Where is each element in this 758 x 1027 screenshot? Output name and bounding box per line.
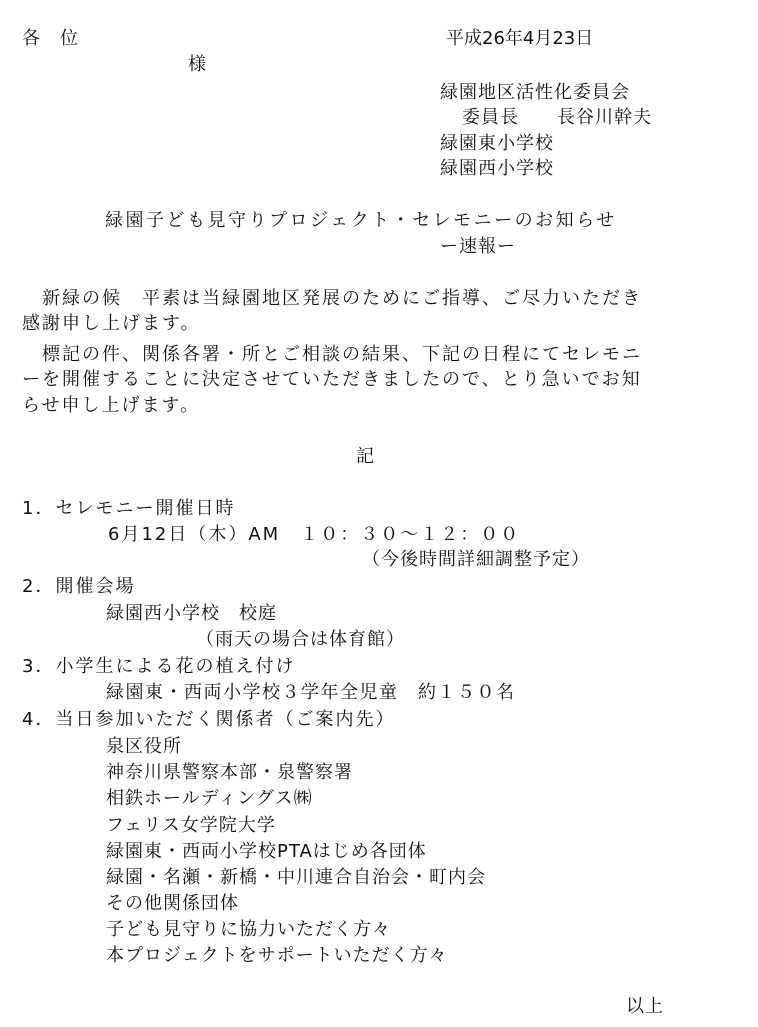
ki-heading: 記 — [356, 446, 375, 467]
participant-item: その他関係団体 — [106, 893, 239, 914]
participant-item: 緑園東・西両小学校PTAはじめ各団体 — [106, 841, 427, 862]
item2-note: （雨天の場合は体育館） — [196, 629, 405, 650]
sender-chairperson: 委員長 長谷川幹夫 — [462, 107, 652, 128]
participant-item: フェリス女学院大学 — [106, 815, 276, 836]
participant-item: 緑園・名瀬・新橋・中川連合自治会・町内会 — [106, 867, 486, 888]
participant-item: 相鉄ホールディングス㈱ — [106, 788, 313, 809]
item2-heading: 2．開催会場 — [22, 576, 136, 597]
document-subtitle: ー速報ー — [440, 236, 516, 257]
participant-item: 神奈川県警察本部・泉警察署 — [106, 762, 353, 783]
addressee-prefix: 各 位 — [22, 28, 79, 49]
body-para2-line3: らせ申し上げます。 — [22, 395, 201, 416]
document-title: 緑園子ども見守りプロジェクト・セレモニーのお知らせ — [105, 210, 617, 231]
document-date: 平成26年4月23日 — [446, 28, 594, 49]
body-para1-line2: 感謝申し上げます。 — [22, 313, 201, 334]
item1-note: （今後時間詳細調整予定） — [362, 549, 590, 570]
item3-detail: 緑園東・西両小学校３学年全児童 約１５０名 — [106, 682, 516, 703]
body-para2-line2: ーを開催することに決定させていただきましたので、とり急いでお知 — [22, 369, 642, 390]
item3-heading: 3．小学生による花の植え付け — [22, 656, 296, 677]
body-para2-line1: 標記の件、関係各署・所とご相談の結果、下記の日程にてセレモニ — [42, 344, 642, 365]
addressee-honorific: 様 — [188, 54, 207, 75]
item2-venue: 緑園西小学校 校庭 — [106, 603, 277, 624]
participant-item: 本プロジェクトをサポートいただく方々 — [106, 945, 448, 966]
item1-heading: 1．セレモニー開催日時 — [22, 498, 236, 519]
sender-school-west: 緑園西小学校 — [440, 158, 554, 179]
closing-word: 以上 — [626, 996, 664, 1017]
participant-item: 泉区役所 — [106, 736, 182, 757]
sender-school-east: 緑園東小学校 — [440, 133, 554, 154]
item1-date: 6月12日（木）AM １０：３０～１２：００ — [108, 524, 521, 545]
body-para1-line1: 新緑の候 平素は当緑園地区発展のためにご指導、ご尽力いただき — [42, 288, 642, 309]
sender-organization: 緑園地区活性化委員会 — [440, 82, 630, 103]
item4-heading: 4．当日参加いただく関係者（ご案内先） — [22, 709, 396, 730]
participant-item: 子ども見守りに協力いただく方々 — [106, 919, 391, 940]
